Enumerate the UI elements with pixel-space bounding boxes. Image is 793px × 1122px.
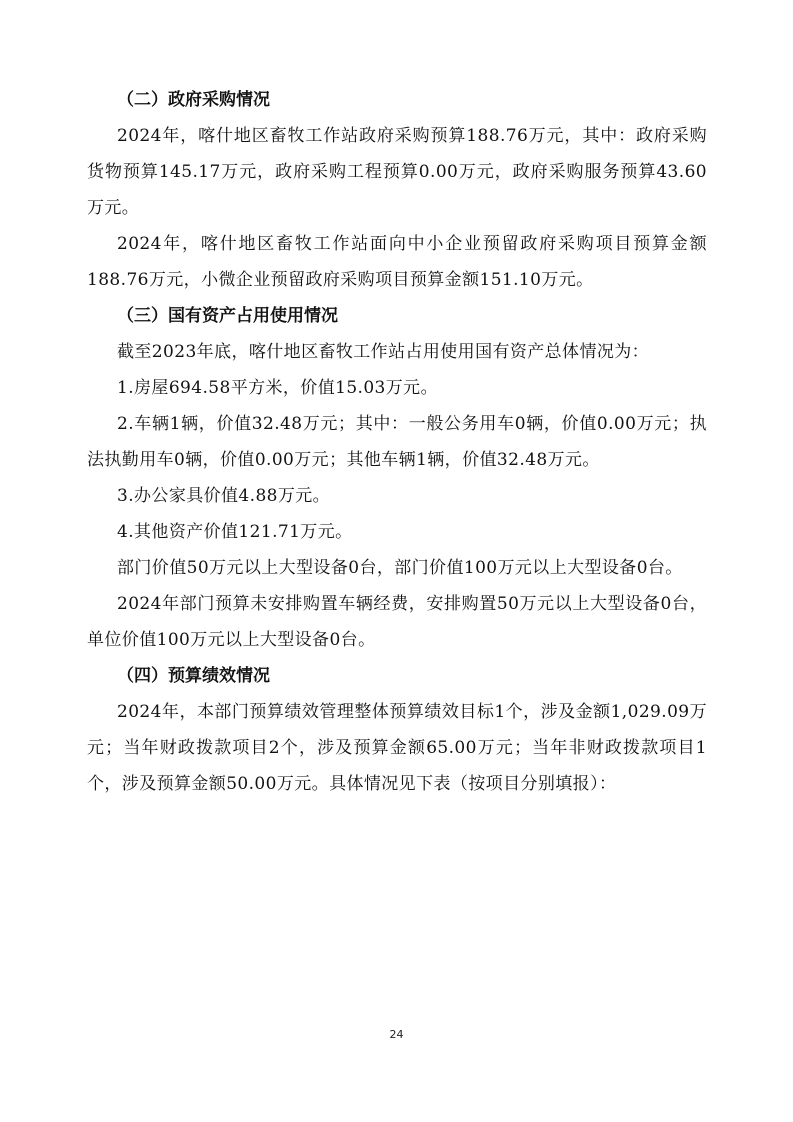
section-heading-performance: （四）预算绩效情况: [117, 666, 270, 686]
assets-equipment-paragraph: 部门价值50万元以上大型设备0台，部门价值100万元以上大型设备0台。: [117, 558, 683, 578]
assets-item-furniture: 3.办公家具价值4.88万元。: [117, 486, 331, 506]
section-heading-assets: （三）国有资产占用使用情况: [117, 306, 338, 326]
procurement-paragraph-budget: 2024年，喀什地区畜牧工作站政府采购预算188.76万元，其中：政府采购货物预算145.17万元，政府采购工程预算0.00万元，政府采购服务预算43.60万元。: [87, 126, 707, 218]
assets-item-vehicles: 2.车辆1辆，价值32.48万元；其中：一般公务用车0辆，价值0.00万元；执法执勤用车0辆，价值0.00万元；其他车辆1辆，价值32.48万元。: [87, 414, 707, 470]
assets-intro: 截至2023年底，喀什地区畜牧工作站占用使用国有资产总体情况为：: [117, 342, 650, 362]
assets-budget-paragraph: 2024年部门预算未安排购置车辆经费，安排购置50万元以上大型设备0台，单位价值100万元以上大型设备0台。: [87, 594, 707, 650]
performance-paragraph: 2024年，本部门预算绩效管理整体预算绩效目标1个，涉及金额1,029.09万元；当年财政拨款项目2个，涉及预算金额65.00万元；当年非财政拨款项目1个，涉及预算金额50.00万元。具体情况见下表（按项目分别填报）：: [87, 702, 707, 794]
section-heading-procurement: （二）政府采购情况: [117, 90, 270, 110]
assets-item-housing: 1.房屋694.58平方米，价值15.03万元。: [117, 378, 438, 398]
assets-item-other: 4.其他资产价值121.71万元。: [117, 522, 353, 542]
procurement-paragraph-sme: 2024年，喀什地区畜牧工作站面向中小企业预留政府采购项目预算金额188.76万元，小微企业预留政府采购项目预算金额151.10万元。: [87, 234, 707, 290]
page-content: [87, 82, 707, 802]
page-number: 24: [389, 1028, 404, 1041]
